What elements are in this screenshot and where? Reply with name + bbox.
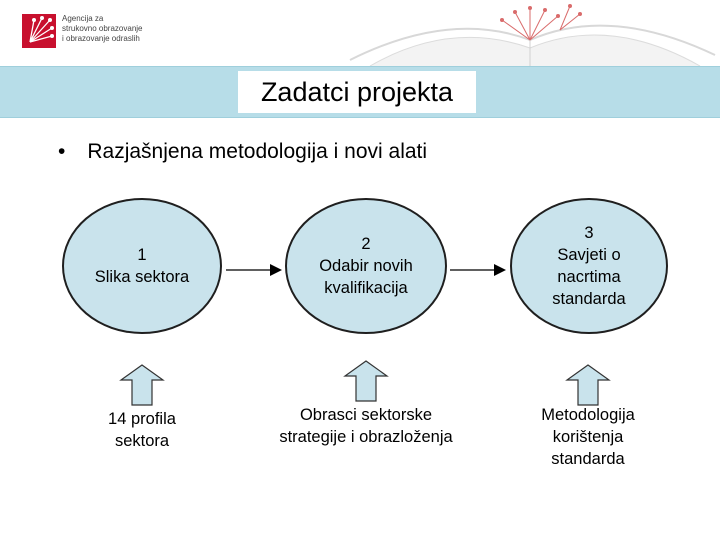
step-label: Slika sektora: [94, 268, 190, 286]
bullet-text: Razjašnjena metodologija i novi alati: [87, 140, 428, 163]
book-illustration: [330, 0, 720, 66]
step-ellipse-3: [510, 198, 668, 334]
step-number: 2: [361, 235, 371, 253]
right-arrow-icon: [450, 258, 506, 282]
step-number: 1: [137, 246, 147, 264]
slide-title: Zadatci projekta: [238, 71, 476, 113]
agency-logo-text: Agencija za strukovno obrazovanje i obrazovanje odraslih: [62, 14, 143, 43]
bullet-symbol: •: [58, 140, 66, 163]
bullet-item: [58, 140, 427, 164]
input-label-1: 14 profila sektora: [108, 410, 176, 450]
input-label-2: Obrasci sektorske strategije i obrazloženja: [279, 406, 453, 446]
agency-logo-mark: [22, 14, 56, 48]
up-arrow-icon: [566, 364, 610, 406]
step-ellipse-1: [62, 198, 222, 334]
up-arrow-icon: [344, 360, 388, 402]
step-label: Odabir novih kvalifikacija: [319, 257, 413, 297]
step-ellipse-2: [285, 198, 447, 334]
right-arrow-icon: [226, 258, 282, 282]
step-number: 3: [584, 224, 594, 242]
input-label-3: Metodologija korištenja standarda: [541, 406, 635, 468]
step-label: Savjeti o nacrtima standarda: [552, 246, 626, 308]
up-arrow-icon: [120, 364, 164, 406]
agency-logo: [22, 12, 152, 54]
